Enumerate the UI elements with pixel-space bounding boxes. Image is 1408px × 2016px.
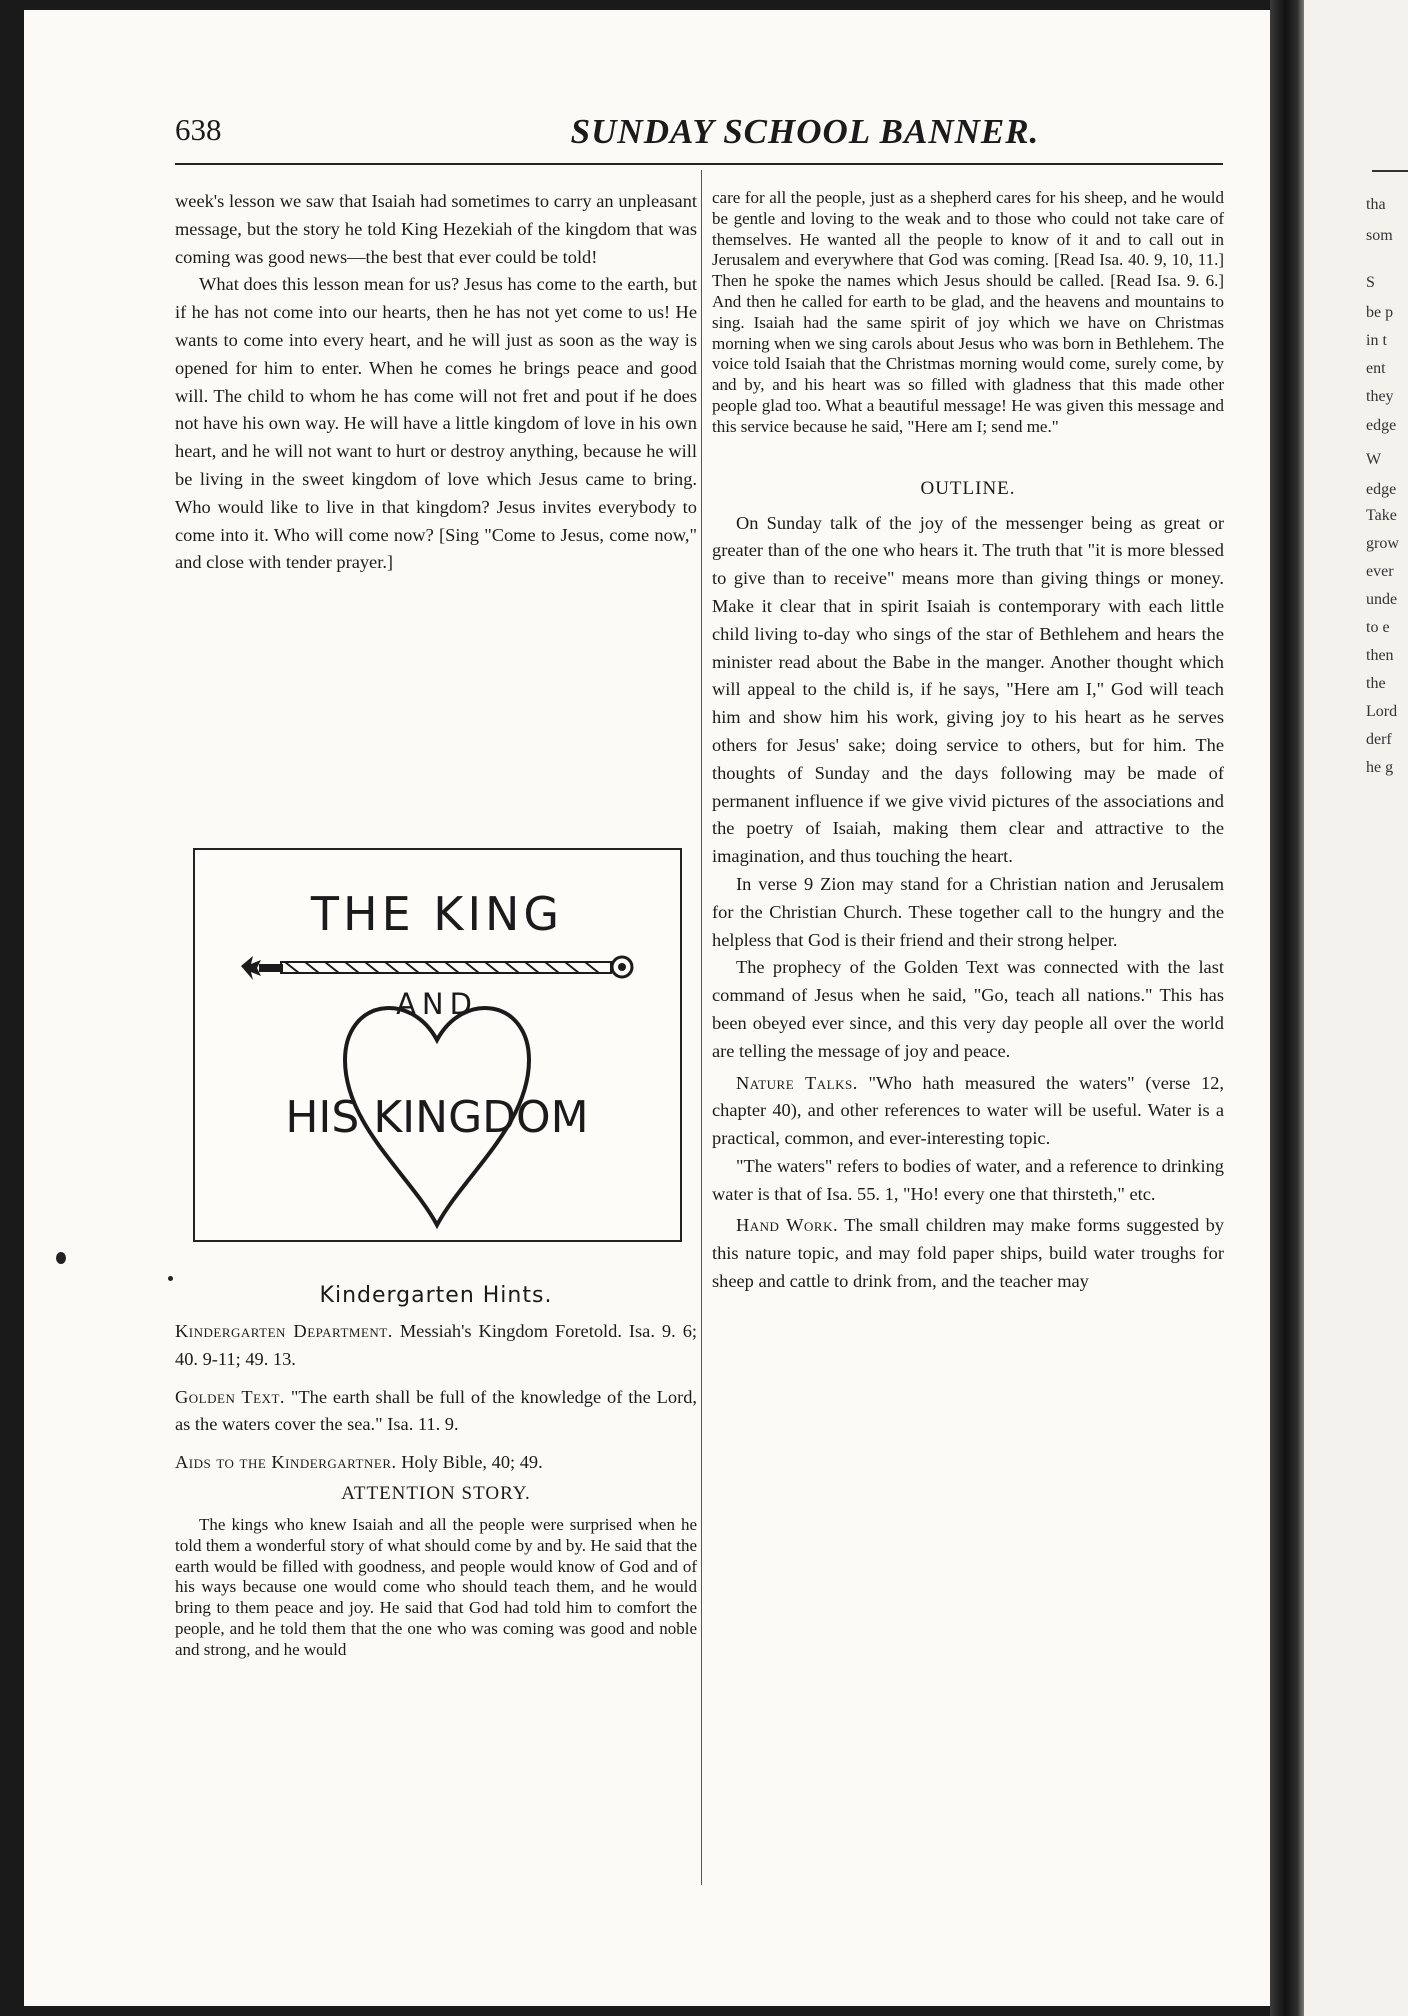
- facing-page-fragment: ever: [1366, 563, 1394, 580]
- facing-page-fragment: they: [1366, 388, 1394, 405]
- outline-heading: OUTLINE.: [920, 477, 1016, 499]
- facing-page-fragment: in t: [1366, 332, 1387, 349]
- scepter-heart-drawing: [195, 850, 680, 1240]
- left-column: [175, 188, 697, 577]
- header-rule: [175, 163, 1223, 165]
- facing-page-fragment: Lord: [1366, 703, 1398, 720]
- outline-paragraph: On Sunday talk of the joy of the messenger being as great or greater than of the one who hears it. The truth that "it is more blessed to give than to receive" means more than giving things or money. Make it clear that in spirit Isaiah is contemporary with each little child living to-day who sings of the star of Bethlehem and hears the minister read about the Babe in the manger. Another thought which will appeal to the child is, if he says, "Here am I," God will teach him and show him his work, giving joy to his heart as he serves others for Jesus' sake; doing service to others, but for him. The thoughts of Sunday and the days following may be made of permanent influence if we give vivid pictures of the associations and the poetry of Isaiah, making them clear and attractive to the imagination, and thus touching the heart.: [712, 512, 1224, 867]
- king-kingdom-illustration: [193, 848, 682, 1242]
- facing-page-fragment: som: [1366, 227, 1393, 244]
- nature-talks-text: "Who hath measured the waters" (verse 12, chapter 40), and other references to water will be useful. Water is a practical, common, and ever-interesting topic.: [712, 1072, 1224, 1149]
- facing-page-fragment: edge: [1366, 417, 1397, 434]
- kindergarten-section: [175, 1283, 697, 1661]
- section-title: Kindergarten Hints.: [319, 1283, 553, 1308]
- waters-paragraph: "The waters" refers to bodies of water, and a reference to drinking water is that of Isa. 55. 1, "Ho! every one that thirsteth," etc.: [712, 1155, 1224, 1204]
- facing-page-fragment: derf: [1366, 731, 1392, 748]
- facing-page-fragment: S: [1366, 274, 1375, 291]
- ink-mark: [168, 1276, 173, 1281]
- ink-mark: [56, 1252, 66, 1264]
- facing-page-fragment: tha: [1366, 196, 1386, 213]
- book-spine: [1270, 0, 1304, 2016]
- facing-page-fragment: then: [1366, 647, 1394, 664]
- department-label: Kindergarten Department.: [175, 1321, 393, 1341]
- facing-page-fragment: be p: [1366, 304, 1394, 321]
- department-text: Messiah's Kingdom Foretold. Isa. 9. 6; 40. 9-11; 49. 13.: [175, 1321, 697, 1369]
- golden-text: "The earth shall be full of the knowledge of the Lord, as the waters cover the sea." Isa. 11. 9.: [175, 1386, 697, 1435]
- outline-paragraph: The prophecy of the Golden Text was connected with the last command of Jesus when he said, "Go, teach all nations." This has been obeyed ever since, and this very day people all over the world are telling the message of joy and peace.: [712, 957, 1224, 1061]
- golden-text-label: Golden Text.: [175, 1386, 285, 1407]
- facing-page-fragment: the: [1366, 675, 1386, 692]
- paragraph: week's lesson we saw that Isaiah had sometimes to carry an unpleasant message, but the story he told King Hezekiah of the kingdom that was coming was good news—the best that ever could be told!: [175, 191, 697, 267]
- attention-story-text: The kings who knew Isaiah and all the people were surprised when he told them a wonderful story of what should come by and by. He said that the earth would be filled with goodness, and people would know of God and of his ways because one would come who should teach them, and he would bring to them peace and joy. He said that God had told him to comfort the people, and he told them that the one who was coming was good and noble and strong, and he would: [175, 1514, 697, 1659]
- aids-text: Holy Bible, 40; 49.: [401, 1452, 543, 1473]
- aids-label: Aids to the Kindergartner.: [175, 1452, 397, 1473]
- facing-page-fragment: ent: [1366, 360, 1386, 377]
- facing-page-fragment: he g: [1366, 759, 1394, 776]
- illustration-kingdom: HIS KINGDOM: [285, 1092, 589, 1143]
- golden-text-line: [175, 1384, 697, 1440]
- facing-page-fragment: Take: [1366, 507, 1397, 524]
- column-divider: [701, 170, 702, 1885]
- illustration-and: AND: [396, 987, 478, 1021]
- department-line: [175, 1318, 697, 1374]
- nature-talks-line: [712, 1070, 1224, 1153]
- facing-page-fragment: edge: [1366, 481, 1397, 498]
- page-header: [175, 112, 1225, 152]
- outline-paragraph: In verse 9 Zion may stand for a Christian nation and Jerusalem for the Christian Church. These together call to the hungry and the helpless that God is their friend and their strong helper.: [712, 873, 1224, 950]
- running-title: SUNDAY SCHOOL BANNER.: [570, 112, 1040, 151]
- facing-page-fragment: to e: [1366, 619, 1390, 636]
- scepter-icon: [241, 956, 632, 980]
- facing-page-fragment: W: [1366, 451, 1382, 468]
- facing-page-rule: [1372, 170, 1408, 172]
- hand-work-label: Hand Work.: [736, 1215, 839, 1236]
- page-number: 638: [175, 112, 222, 147]
- paragraph: What does this lesson mean for us? Jesus has come to the earth, but if he has not come into our hearts, then he has not yet come to us! He wants to come into every heart, and he will just as soon as the way is opened for him to enter. When he comes he brings peace and good will. The child to whom he has come will not fret and pout if he does not have his own way. He will have a little kingdom of love in his own heart, and he will not want to hurt or destroy anything, because he will be living in the sweet kingdom of love which Jesus came to bring. Who would like to live in that kingdom? Jesus invites everybody to come into it. Who will come now? [Sing "Come to Jesus, come now," and close with tender prayer.]: [175, 274, 697, 573]
- facing-page-fragment: unde: [1366, 591, 1398, 608]
- hand-work-text: The small children may make forms suggested by this nature topic, and may fold paper ships, build water troughs for sheep and cattle to drink from, and the teacher may: [712, 1215, 1225, 1292]
- paragraph: care for all the people, just as a shepherd cares for his sheep, and he would be gentle and loving to the weak and to those who could not take care of themselves. He wanted all the people to know of it and to call out in Jerusalem and everywhere that God was coming. [Read Isa. 40. 9, 10, 11.] Then he spoke the names which Jesus should be called. [Read Isa. 9. 6.] And then he called for earth to be glad, and the heavens and mountains to sing. Isaiah had the same spirit of joy which we have on Christmas morning when we sing carols about Jesus who was born in Bethlehem. The voice told Isaiah that the Christmas morning would come, surely come, by and by, and his heart was so filled with gladness that this made other people glad too. What a beautiful message! He was given this message and this service because he said, "Here am I; send me.": [712, 188, 1224, 436]
- aids-line: [175, 1449, 697, 1477]
- illustration-title: THE KING: [310, 887, 564, 941]
- facing-page-fragment: grow: [1366, 535, 1399, 552]
- attention-story-heading: ATTENTION STORY.: [341, 1482, 531, 1504]
- hand-work-line: [712, 1212, 1224, 1295]
- nature-talks-label: Nature Talks.: [736, 1072, 858, 1093]
- right-column: [712, 188, 1224, 1296]
